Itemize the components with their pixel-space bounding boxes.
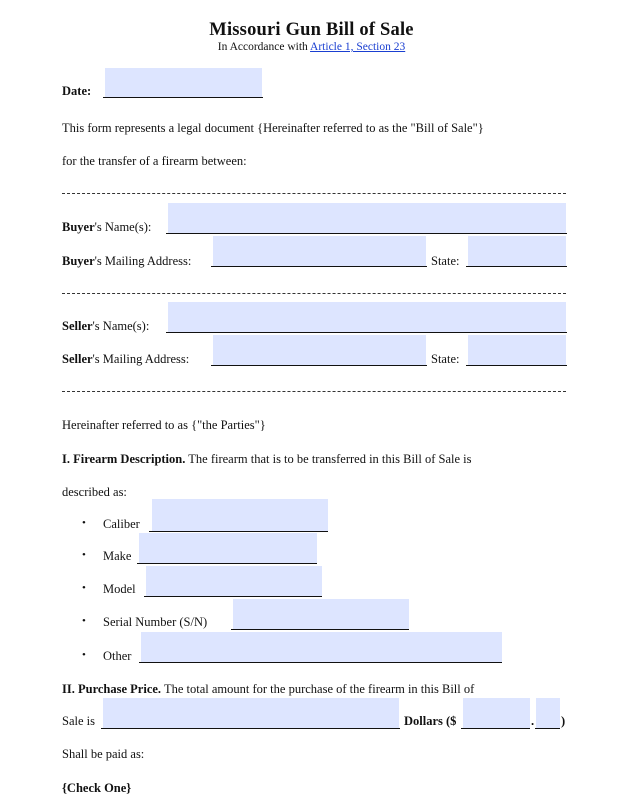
- bullet-icon: •: [82, 615, 86, 627]
- buyer-name-underline: [166, 233, 567, 234]
- buyer-state-field[interactable]: [468, 236, 566, 267]
- bullet-icon: •: [82, 582, 86, 594]
- document-title: Missouri Gun Bill of Sale: [209, 20, 414, 40]
- price-text: The total amount for the purchase of the firearm in this Bill of: [161, 682, 475, 696]
- seller-address-label: [62, 352, 189, 367]
- model-field[interactable]: [146, 566, 322, 597]
- seller-address-underline: [211, 365, 427, 366]
- seller-name-label: [62, 319, 149, 334]
- buyer-name-label-bold: Buyer: [62, 220, 95, 234]
- model-label: Model: [103, 582, 136, 596]
- other-underline: [139, 662, 502, 663]
- firearm-text: The firearm that is to be transferred in this Bill of Sale is: [185, 452, 472, 466]
- buyer-state-label: State:: [431, 254, 460, 268]
- close-paren: ): [561, 714, 566, 728]
- seller-name-label-rest: 's Name(s):: [92, 319, 150, 333]
- serial-number-label: Serial Number (S/N): [103, 615, 208, 629]
- parties-text: Hereinafter referred to as {"the Parties"}: [62, 418, 266, 432]
- seller-name-field[interactable]: [168, 302, 566, 333]
- paid-as-label: Shall be paid as:: [62, 747, 145, 761]
- intro-line-1: This form represents a legal document {Hereinafter referred to as the "Bill of Sale"}: [62, 121, 484, 135]
- bullet-icon: •: [82, 517, 86, 529]
- dollars-underline: [461, 728, 530, 729]
- separator-1: [62, 193, 566, 194]
- buyer-name-field[interactable]: [168, 203, 566, 234]
- other-label: Other: [103, 649, 132, 663]
- caliber-underline: [149, 531, 328, 532]
- dollars-label: Dollars ($: [404, 714, 457, 728]
- buyer-state-underline: [466, 266, 567, 267]
- seller-state-field[interactable]: [468, 335, 566, 366]
- buyer-name-label: [62, 220, 151, 235]
- buyer-address-label: [62, 254, 191, 269]
- serial-number-underline: [231, 629, 409, 630]
- seller-name-underline: [166, 332, 567, 333]
- date-field[interactable]: [105, 68, 262, 98]
- serial-number-field[interactable]: [233, 599, 409, 630]
- seller-address-label-rest: 's Mailing Address:: [92, 352, 190, 366]
- buyer-address-label-rest: 's Mailing Address:: [94, 254, 192, 268]
- document-subtitle: [0, 41, 623, 53]
- intro-line-2: for the transfer of a firearm between:: [62, 154, 247, 168]
- other-field[interactable]: [141, 632, 502, 663]
- cents-field[interactable]: [536, 698, 560, 729]
- seller-address-field[interactable]: [213, 335, 426, 366]
- make-underline: [137, 563, 317, 564]
- dollars-field[interactable]: [463, 698, 530, 729]
- date-label: Date:: [62, 84, 92, 98]
- check-one-label: {Check One}: [62, 781, 132, 795]
- purchase-price-paragraph: [62, 682, 474, 697]
- date-underline: [103, 97, 263, 98]
- seller-state-label: State:: [431, 352, 460, 366]
- caliber-field[interactable]: [152, 499, 328, 532]
- price-words-underline: [101, 728, 400, 729]
- subtitle-prefix: In Accordance with: [217, 41, 311, 53]
- bullet-icon: •: [82, 549, 86, 561]
- article-link[interactable]: Article 1, Section 23: [310, 41, 406, 53]
- decimal-point: .: [531, 714, 535, 728]
- price-heading: II. Purchase Price.: [62, 682, 162, 696]
- make-label: Make: [103, 549, 132, 563]
- seller-name-label-bold: Seller: [62, 319, 93, 333]
- sale-is-label: Sale is: [62, 714, 95, 728]
- separator-3: [62, 391, 566, 392]
- make-field[interactable]: [139, 533, 317, 564]
- buyer-address-underline: [211, 266, 427, 267]
- buyer-address-field[interactable]: [213, 236, 426, 267]
- buyer-name-label-rest: 's Name(s):: [94, 220, 152, 234]
- seller-address-label-bold: Seller: [62, 352, 93, 366]
- cents-underline: [535, 728, 560, 729]
- firearm-text-2: described as:: [62, 485, 127, 499]
- firearm-heading: I. Firearm Description.: [62, 452, 186, 466]
- caliber-label: Caliber: [103, 517, 140, 531]
- seller-state-underline: [466, 365, 567, 366]
- firearm-description-paragraph: [62, 452, 472, 467]
- buyer-address-label-bold: Buyer: [62, 254, 95, 268]
- model-underline: [144, 596, 322, 597]
- price-words-field[interactable]: [103, 698, 399, 729]
- bullet-icon: •: [82, 649, 86, 661]
- separator-2: [62, 293, 566, 294]
